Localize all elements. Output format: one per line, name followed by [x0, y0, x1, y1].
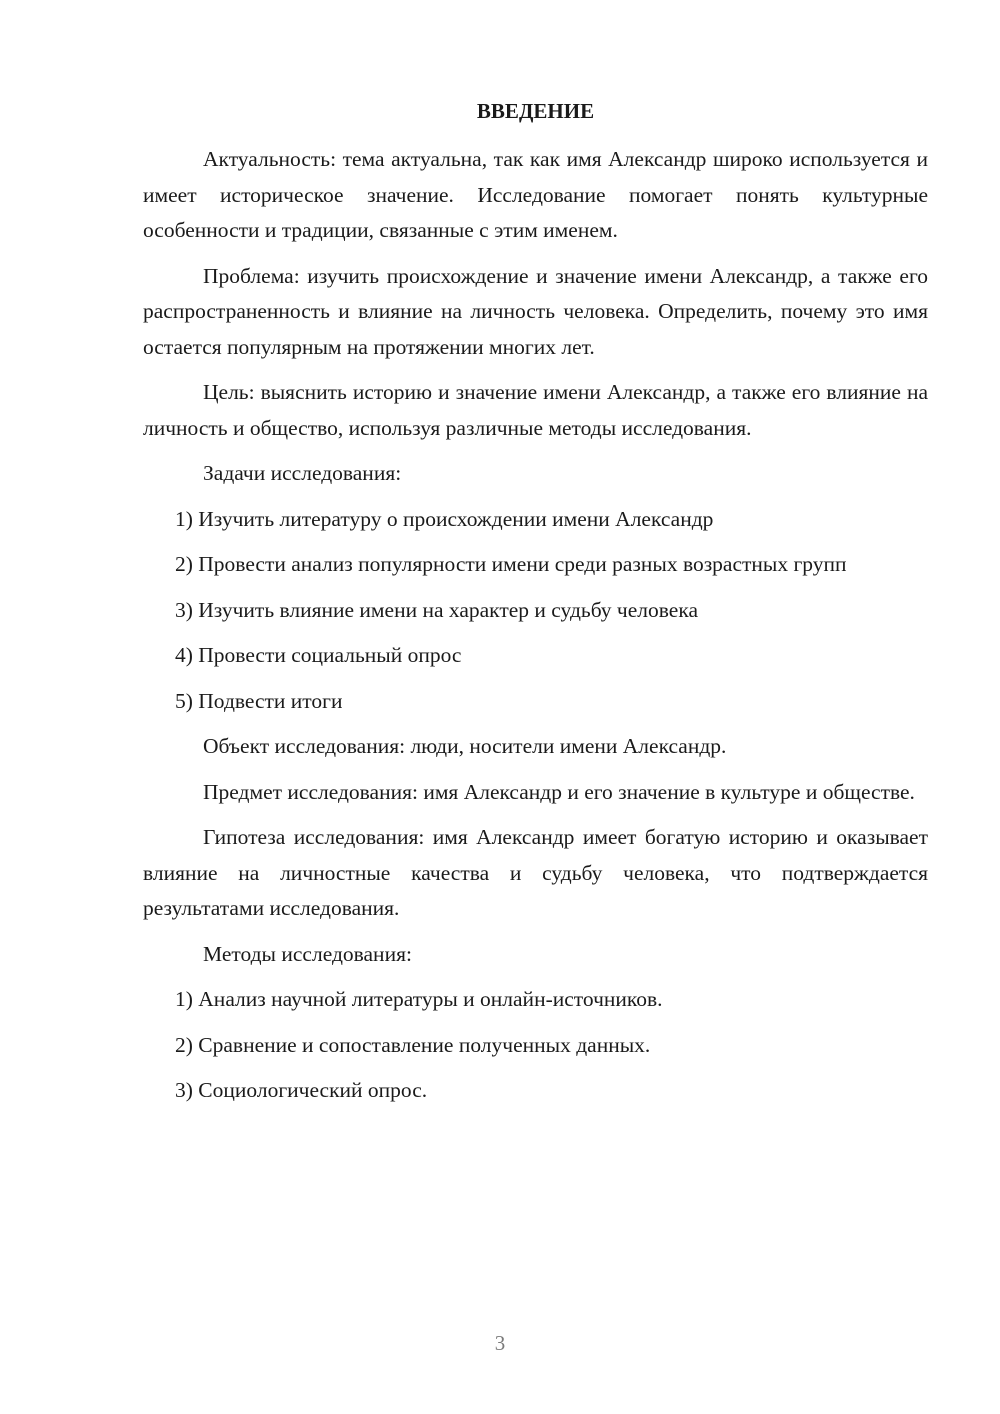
- document-page: [143, 96, 928, 1119]
- section-title: ВВЕДЕНИЕ: [476, 99, 595, 123]
- relevance-paragraph: Актуальность: тема актуальна, так как имя Александр широко используется и имеет историческое значение. Исследование помогает понять культурные особенности и традиции, связанные с этим именем.: [143, 147, 928, 242]
- object-paragraph: Объект исследования: люди, носители имени Александр.: [203, 734, 727, 758]
- hypothesis-paragraph: Гипотеза исследования: имя Александр имеет богатую историю и оказывает влияние на личностные качества и судьбу человека, что подтверждается результатами исследования.: [143, 825, 928, 920]
- page-number: 3: [494, 1331, 506, 1355]
- method-item-3: 3) Социологический опрос.: [175, 1078, 428, 1102]
- task-item-2: 2) Провести анализ популярности имени среди разных возрастных групп: [175, 552, 847, 576]
- goal-paragraph: Цель: выяснить историю и значение имени Александр, а также его влияние на личность и общество, используя различные методы исследования.: [143, 380, 928, 440]
- task-item-4: 4) Провести социальный опрос: [175, 643, 462, 667]
- methods-heading: Методы исследования:: [203, 941, 412, 966]
- tasks-heading: Задачи исследования:: [203, 461, 402, 485]
- method-item-1: 1) Анализ научной литературы и онлайн-источников.: [175, 987, 663, 1011]
- subject-paragraph: Предмет исследования: имя Александр и его значение в культуре и обществе.: [203, 779, 915, 804]
- problem-paragraph: Проблема: изучить происхождение и значение имени Александр, а также его распространенность и влияние на личность человека. Определить, почему это имя остается популярным на протяжении многих лет.: [143, 263, 928, 359]
- task-item-3: 3) Изучить влияние имени на характер и судьбу человека: [175, 597, 699, 622]
- method-item-2: 2) Сравнение и сопоставление полученных данных.: [175, 1032, 651, 1057]
- task-item-5: 5) Подвести итоги: [175, 688, 343, 713]
- task-item-1: 1) Изучить литературу о происхождении имени Александр: [175, 506, 714, 531]
